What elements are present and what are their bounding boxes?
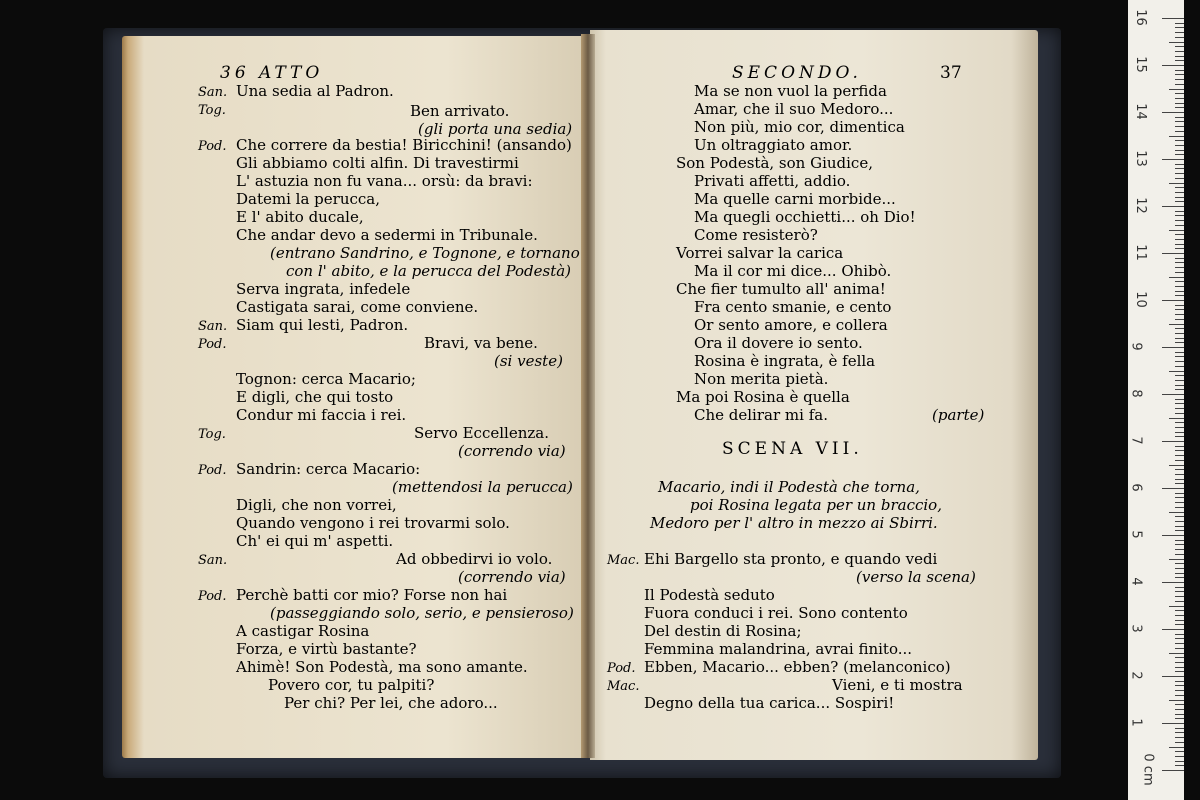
ruler-tick: [1175, 154, 1184, 155]
ruler-tick: [1175, 192, 1184, 193]
ruler-tick: [1175, 573, 1184, 574]
ruler-tick: [1175, 328, 1184, 329]
ruler-tick: [1175, 272, 1184, 273]
ruler-tick: [1175, 234, 1184, 235]
ruler-label: 13: [1132, 150, 1148, 167]
stage-direction: (verso la scena): [856, 568, 976, 586]
ruler-tick: [1175, 215, 1184, 216]
ruler-label: 12: [1132, 197, 1148, 214]
ruler-tick: [1169, 136, 1184, 137]
ruler-tick: [1175, 126, 1184, 127]
ruler-tick: [1175, 23, 1184, 24]
verse-line: Forza, e virtù bastante?: [236, 640, 417, 658]
ruler-tick: [1175, 450, 1184, 451]
ruler-tick: [1169, 42, 1184, 43]
ruler-label: 7: [1128, 436, 1144, 445]
ruler-tick: [1175, 286, 1184, 287]
ruler-tick: [1175, 648, 1184, 649]
speaker-label: San.: [198, 85, 228, 100]
ruler-tick: [1162, 253, 1184, 254]
ruler-tick: [1175, 737, 1184, 738]
ruler-tick: [1162, 535, 1184, 536]
ruler-tick: [1175, 483, 1184, 484]
ruler-tick: [1175, 98, 1184, 99]
ruler-label: 11: [1132, 244, 1148, 261]
ruler-tick: [1175, 413, 1184, 414]
ruler-tick: [1175, 554, 1184, 555]
ruler-tick: [1175, 239, 1184, 240]
ruler-tick: [1175, 27, 1184, 28]
ruler-label: 3: [1128, 624, 1144, 633]
stage-direction: (gli porta una sedia): [418, 120, 573, 138]
ruler-tick: [1175, 262, 1184, 263]
ruler-tick: [1175, 751, 1184, 752]
ruler-tick: [1175, 657, 1184, 658]
verse-line: Castigata sarai, come conviene.: [236, 298, 479, 316]
verse-line: Povero cor, tu palpiti?: [268, 676, 435, 694]
ruler-tick: [1175, 671, 1184, 672]
verse-line: Son Podestà, son Giudice,: [676, 154, 873, 172]
ruler-tick: [1169, 465, 1184, 466]
ruler-tick: [1175, 446, 1184, 447]
verse-line: Ebben, Macario... ebben? (melanconico): [644, 658, 951, 676]
verse-line: Un oltraggiato amor.: [694, 136, 853, 154]
stage-direction: (correndo via): [458, 442, 566, 460]
ruler-tick: [1175, 164, 1184, 165]
verse-line: Ma quelle carni morbide...: [694, 190, 896, 208]
stage-direction: (correndo via): [458, 568, 566, 586]
ruler-tick: [1175, 521, 1184, 522]
ruler-tick: [1169, 371, 1184, 372]
ruler-tick: [1169, 653, 1184, 654]
ruler-tick: [1175, 173, 1184, 174]
verse-line: Bravi, va bene.: [424, 334, 538, 352]
ruler-tick: [1162, 582, 1184, 583]
ruler-label: 1: [1128, 718, 1144, 727]
ruler-tick: [1175, 145, 1184, 146]
ruler-tick: [1175, 70, 1184, 71]
verse-line: Non merita pietà.: [694, 370, 829, 388]
ruler-tick: [1169, 700, 1184, 701]
ruler-tick: [1175, 709, 1184, 710]
ruler-tick: [1175, 685, 1184, 686]
speaker-label: Pod.: [198, 463, 227, 478]
verse-line: Condur mi faccia i rei.: [236, 406, 407, 424]
speaker-label: Tog.: [198, 427, 226, 442]
ruler-tick: [1175, 479, 1184, 480]
stage-direction: Medoro per l' altro in mezzo ai Sbirri.: [650, 514, 938, 532]
ruler-tick: [1175, 107, 1184, 108]
ruler-tick: [1162, 112, 1184, 113]
ruler-tick: [1175, 74, 1184, 75]
ruler-tick: [1162, 441, 1184, 442]
ruler-label: 0 cm: [1140, 753, 1156, 786]
ruler-label: 2: [1128, 671, 1144, 680]
ruler-tick: [1175, 530, 1184, 531]
ruler-tick: [1175, 338, 1184, 339]
ruler-tick: [1169, 277, 1184, 278]
ruler-tick: [1175, 187, 1184, 188]
ruler-tick: [1175, 32, 1184, 33]
ruler-tick: [1175, 549, 1184, 550]
ruler-tick: [1175, 178, 1184, 179]
ruler-label: 4: [1128, 577, 1144, 586]
ruler-label: 15: [1132, 56, 1148, 73]
ruler-tick: [1175, 704, 1184, 705]
ruler-tick: [1175, 211, 1184, 212]
ruler-tick: [1175, 516, 1184, 517]
verse-line: Come resisterò?: [694, 226, 818, 244]
ruler-tick: [1175, 610, 1184, 611]
ruler-tick: [1175, 366, 1184, 367]
ruler-tick: [1175, 197, 1184, 198]
ruler-tick: [1175, 728, 1184, 729]
ruler-tick: [1175, 408, 1184, 409]
verse-line: Vieni, e ti mostra: [832, 676, 963, 694]
page-number: 37: [940, 63, 962, 83]
ruler-tick: [1175, 79, 1184, 80]
verse-line: Degno della tua carica... Sospiri!: [644, 694, 895, 712]
ruler-tick: [1169, 747, 1184, 748]
ruler-tick: [1175, 281, 1184, 282]
verse-line: Or sento amore, e collera: [694, 316, 888, 334]
ruler-tick: [1175, 502, 1184, 503]
ruler-tick: [1162, 18, 1184, 19]
ruler-tick: [1175, 455, 1184, 456]
verse-line: Che delirar mi fa.: [694, 406, 828, 424]
ruler-tick: [1175, 121, 1184, 122]
ruler-tick: [1175, 761, 1184, 762]
ruler-tick: [1175, 333, 1184, 334]
verse-line: Femmina malandrina, avrai finito...: [644, 640, 913, 658]
ruler-tick: [1175, 258, 1184, 259]
stage-direction: (parte): [932, 406, 985, 424]
ruler-tick: [1175, 615, 1184, 616]
verse-line: Digli, che non vorrei,: [236, 496, 397, 514]
verse-line: E digli, che qui tosto: [236, 388, 394, 406]
ruler-tick: [1175, 342, 1184, 343]
ruler-tick: [1175, 601, 1184, 602]
ruler-tick: [1175, 427, 1184, 428]
ruler-tick: [1169, 230, 1184, 231]
ruler-tick: [1175, 587, 1184, 588]
ruler-tick: [1162, 394, 1184, 395]
verse-line: Che correre da bestia! Biricchini! (ansando): [236, 136, 572, 154]
ruler-tick: [1175, 319, 1184, 320]
ruler-tick: [1162, 723, 1184, 724]
ruler-tick: [1162, 300, 1184, 301]
speaker-label: Pod.: [198, 139, 227, 154]
stage-direction: poi Rosina legata per un braccio,: [690, 496, 942, 514]
ruler-tick: [1175, 356, 1184, 357]
ruler-tick: [1162, 159, 1184, 160]
ruler-tick: [1175, 309, 1184, 310]
ruler-label: 14: [1132, 103, 1148, 120]
ruler-tick: [1175, 150, 1184, 151]
verse-line: Ma quegli occhietti... oh Dio!: [694, 208, 916, 226]
ruler-tick: [1175, 291, 1184, 292]
ruler-tick: [1169, 418, 1184, 419]
ruler-tick: [1162, 65, 1184, 66]
ruler-tick: [1175, 690, 1184, 691]
ruler-tick: [1175, 84, 1184, 85]
ruler-tick: [1175, 389, 1184, 390]
verse-line: Tognon: cerca Macario;: [236, 370, 416, 388]
verse-line: Ma se non vuol la perfida: [694, 82, 887, 100]
verse-line: Per chi? Per lei, che adoro...: [284, 694, 498, 712]
verse-line: E l' abito ducale,: [236, 208, 364, 226]
ruler-tick: [1175, 314, 1184, 315]
verse-line: Ora il dovere io sento.: [694, 334, 863, 352]
stage-direction: Macario, indi il Podestà che torna,: [658, 478, 920, 496]
ruler-tick: [1175, 620, 1184, 621]
verse-line: Quando vengono i rei trovarmi solo.: [236, 514, 510, 532]
verse-line: Vorrei salvar la carica: [676, 244, 844, 262]
speaker-label: Pod.: [607, 661, 636, 676]
verse-line: Perchè batti cor mio? Forse non hai: [236, 586, 508, 604]
left-running-head: 36 ATTO: [220, 63, 324, 83]
ruler-tick: [1175, 718, 1184, 719]
ruler-tick: [1175, 51, 1184, 52]
stage-direction: (mettendosi la perucca): [392, 478, 573, 496]
verse-line: Il Podestà seduto: [644, 586, 775, 604]
stage-direction: (entrano Sandrino, e Tognone, e tornano: [270, 244, 580, 262]
ruler-tick: [1175, 596, 1184, 597]
ruler-tick: [1175, 526, 1184, 527]
ruler-tick: [1169, 89, 1184, 90]
verse-line: Servo Eccellenza.: [414, 424, 549, 442]
ruler-tick: [1175, 93, 1184, 94]
verse-line: Del destin di Rosina;: [644, 622, 802, 640]
ruler-tick: [1175, 634, 1184, 635]
ruler-tick: [1162, 629, 1184, 630]
verse-line: L' astuzia non fu vana... orsù: da bravi:: [236, 172, 533, 190]
ruler-tick: [1175, 742, 1184, 743]
verse-line: Fra cento smanie, e cento: [694, 298, 892, 316]
ruler-label: 16: [1132, 9, 1148, 26]
ruler-tick: [1175, 103, 1184, 104]
speaker-label: Pod.: [198, 337, 227, 352]
ruler-tick: [1175, 460, 1184, 461]
ruler-tick: [1175, 361, 1184, 362]
ruler-tick: [1175, 563, 1184, 564]
ruler-tick: [1175, 756, 1184, 757]
ruler-tick: [1175, 765, 1184, 766]
speaker-label: Mac.: [607, 553, 640, 568]
ruler-tick: [1175, 544, 1184, 545]
ruler-tick: [1175, 46, 1184, 47]
ruler-label: 10: [1132, 291, 1148, 308]
ruler-tick: [1175, 474, 1184, 475]
ruler-tick: [1175, 248, 1184, 249]
ruler-tick: [1175, 131, 1184, 132]
verse-line: Non più, mio cor, dimentica: [694, 118, 905, 136]
ruler-tick: [1175, 577, 1184, 578]
ruler-tick: [1169, 559, 1184, 560]
ruler-tick: [1169, 183, 1184, 184]
ruler-tick: [1175, 399, 1184, 400]
ruler-tick: [1175, 117, 1184, 118]
verse-line: Rosina è ingrata, è fella: [694, 352, 876, 370]
ruler-tick: [1175, 140, 1184, 141]
ruler-tick: [1175, 432, 1184, 433]
ruler-tick: [1175, 638, 1184, 639]
ruler-tick: [1175, 667, 1184, 668]
ruler-tick: [1175, 469, 1184, 470]
ruler-tick: [1175, 225, 1184, 226]
ruler-tick: [1175, 643, 1184, 644]
verse-line: A castigar Rosina: [236, 622, 370, 640]
measurement-ruler: [1128, 0, 1184, 800]
speaker-label: Mac.: [607, 679, 640, 694]
verse-line: Ma poi Rosina è quella: [676, 388, 850, 406]
verse-line: Ma il cor mi dice... Ohibò.: [694, 262, 892, 280]
ruler-tick: [1175, 493, 1184, 494]
ruler-tick: [1169, 324, 1184, 325]
ruler-tick: [1175, 422, 1184, 423]
ruler-tick: [1175, 375, 1184, 376]
ruler-tick: [1175, 168, 1184, 169]
ruler-tick: [1175, 695, 1184, 696]
ruler-tick: [1175, 591, 1184, 592]
verse-line: Ehi Bargello sta pronto, e quando vedi: [644, 550, 938, 568]
ruler-tick: [1162, 488, 1184, 489]
ruler-tick: [1162, 676, 1184, 677]
ruler-tick: [1175, 220, 1184, 221]
verse-line: Ahimè! Son Podestà, ma sono amante.: [236, 658, 528, 676]
verse-line: Ben arrivato.: [410, 102, 510, 120]
stage-direction: (si veste): [494, 352, 563, 370]
ruler-tick: [1175, 732, 1184, 733]
ruler-tick: [1175, 507, 1184, 508]
ruler-tick: [1175, 436, 1184, 437]
verse-line: Sandrin: cerca Macario:: [236, 460, 421, 478]
speaker-label: San.: [198, 319, 228, 334]
ruler-tick: [1169, 512, 1184, 513]
ruler-tick: [1175, 714, 1184, 715]
verse-line: Una sedia al Padron.: [236, 82, 394, 100]
verse-line: Ad obbedirvi io volo.: [396, 550, 553, 568]
ruler-tick: [1175, 540, 1184, 541]
verse-line: Gli abbiamo colti alfin. Di travestirmi: [236, 154, 519, 172]
ruler-tick: [1175, 403, 1184, 404]
verse-line: Privati affetti, addio.: [694, 172, 851, 190]
ruler-tick: [1162, 347, 1184, 348]
verse-line: Fuora conduci i rei. Sono contento: [644, 604, 908, 622]
ruler-tick: [1175, 305, 1184, 306]
ruler-tick: [1175, 56, 1184, 57]
ruler-tick: [1175, 624, 1184, 625]
ruler-tick: [1175, 681, 1184, 682]
ruler-tick: [1175, 385, 1184, 386]
speaker-label: Tog.: [198, 103, 226, 118]
ruler-tick: [1162, 770, 1184, 771]
ruler-label: 6: [1128, 483, 1144, 492]
book-gutter: [581, 34, 595, 758]
speaker-label: San.: [198, 553, 228, 568]
right-running-head: SECONDO.: [732, 63, 862, 83]
ruler-tick: [1175, 267, 1184, 268]
verse-line: Ch' ei qui m' aspetti.: [236, 532, 394, 550]
ruler-tick: [1175, 60, 1184, 61]
ruler-tick: [1175, 380, 1184, 381]
ruler-tick: [1175, 37, 1184, 38]
speaker-label: Pod.: [198, 589, 227, 604]
verse-line: Che andar devo a sedermi in Tribunale.: [236, 226, 538, 244]
ruler-tick: [1175, 662, 1184, 663]
verse-line: Amar, che il suo Medoro...: [694, 100, 894, 118]
ruler-tick: [1162, 206, 1184, 207]
ruler-label: 8: [1128, 389, 1144, 398]
ruler-label: 9: [1128, 342, 1144, 351]
ruler-tick: [1175, 568, 1184, 569]
ruler-tick: [1175, 295, 1184, 296]
ruler-tick: [1169, 606, 1184, 607]
stage-direction: con l' abito, e la perucca del Podestà): [286, 262, 572, 280]
stage-direction: (passeggiando solo, serio, e pensieroso): [270, 604, 574, 622]
ruler-tick: [1175, 201, 1184, 202]
ruler-tick: [1175, 244, 1184, 245]
verse-line: Datemi la perucca,: [236, 190, 380, 208]
verse-line: Siam qui lesti, Padron.: [236, 316, 409, 334]
scene-heading: SCENA VII.: [722, 439, 863, 459]
verse-line: Serva ingrata, infedele: [236, 280, 411, 298]
ruler-tick: [1175, 352, 1184, 353]
ruler-tick: [1175, 497, 1184, 498]
ruler-label: 5: [1128, 530, 1144, 539]
verse-line: Che fier tumulto all' anima!: [676, 280, 886, 298]
